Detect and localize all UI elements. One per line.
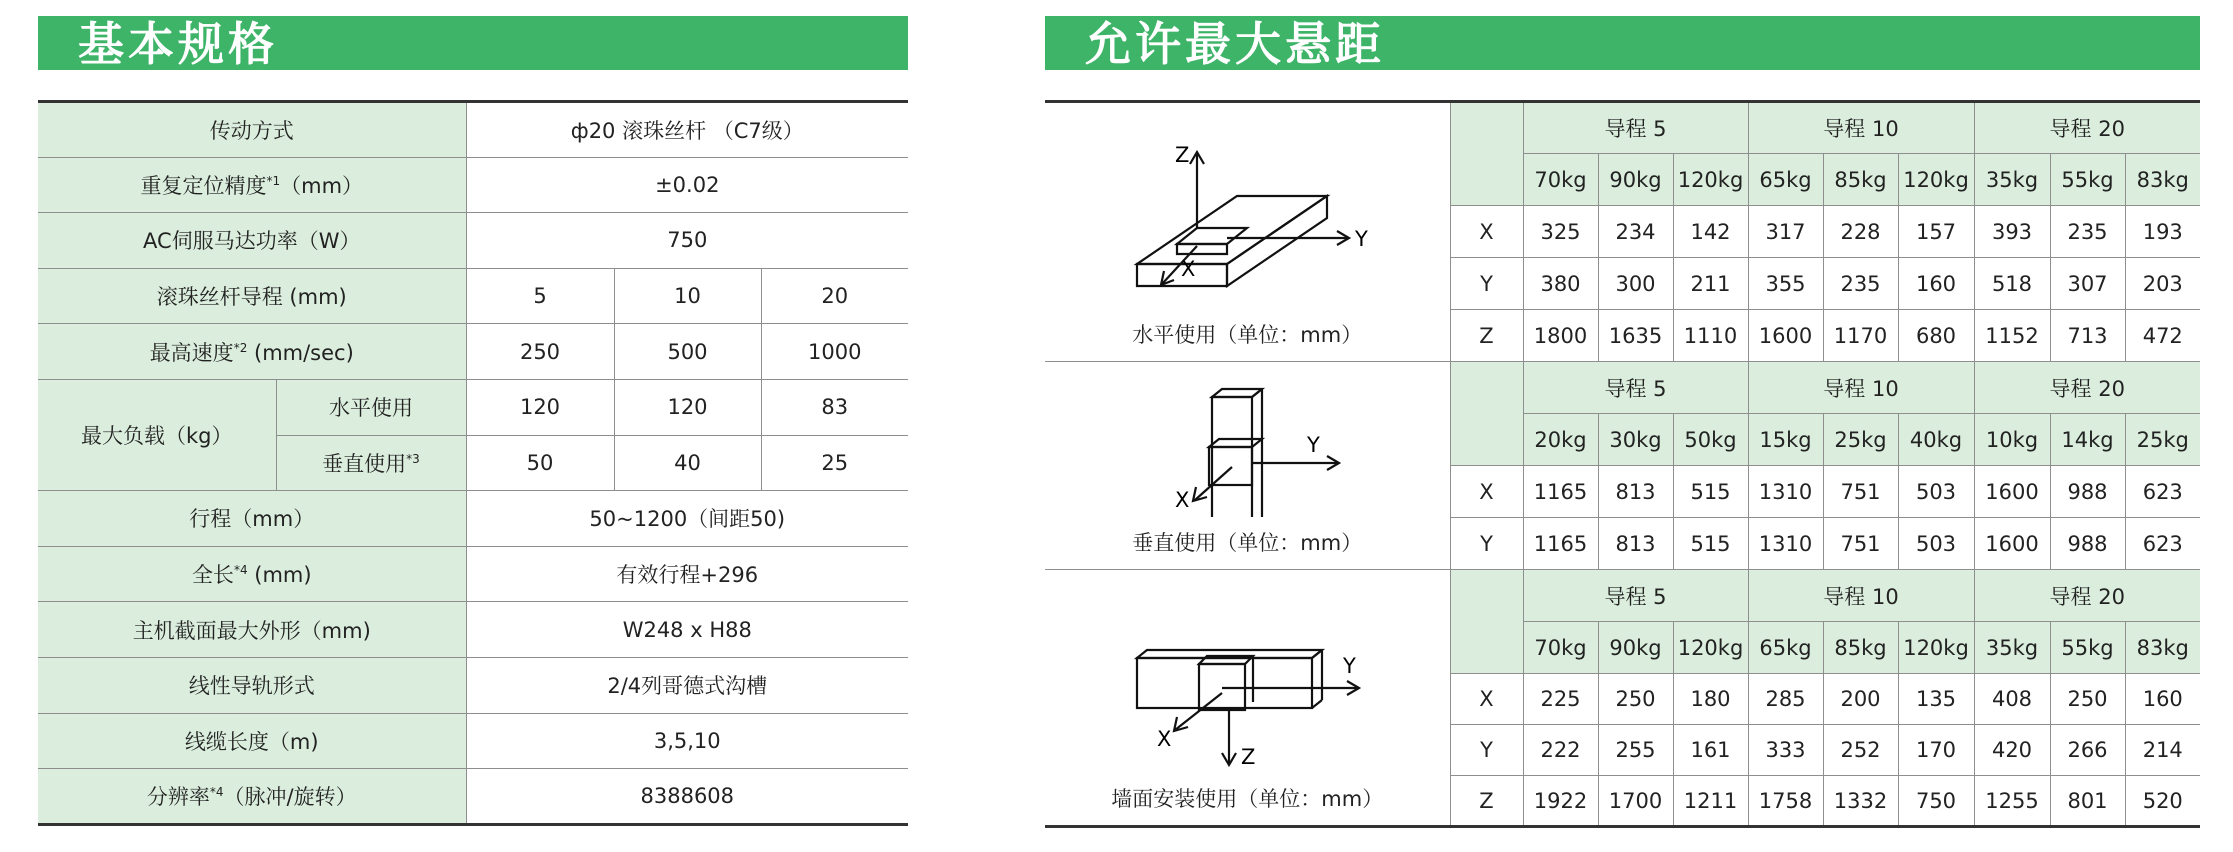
axis-header-blank	[1450, 362, 1523, 466]
lead-header: 导程 10	[1748, 362, 1974, 414]
value-cell: 180	[1673, 674, 1748, 725]
vertical-use-caption: 垂直使用（单位：mm）	[1132, 531, 1363, 555]
value-cell: 214	[2125, 725, 2200, 776]
load-header: 120kg	[1898, 622, 1974, 674]
axis-label: X	[1175, 488, 1190, 512]
section-size-label: 主机截面最大外形（mm)	[38, 602, 466, 658]
value-cell: 250	[2050, 674, 2125, 725]
lead-value: 5	[466, 268, 614, 324]
load-header: 30kg	[1598, 414, 1673, 466]
axis-cell: Y	[1450, 258, 1523, 310]
value-cell: 333	[1748, 725, 1823, 776]
table-row	[38, 213, 908, 269]
value-cell: 228	[1823, 206, 1898, 258]
cable-length-value: 3,5,10	[466, 713, 908, 769]
load-header: 65kg	[1748, 622, 1823, 674]
table-row	[38, 379, 908, 435]
value-cell: 142	[1673, 206, 1748, 258]
value-cell: 1758	[1748, 776, 1823, 827]
lead-header-row	[1045, 362, 2200, 414]
vertical-use-label: 垂直使用$^{*3}$	[276, 435, 466, 491]
lead-header: 导程 10	[1748, 102, 1974, 154]
load-header: 50kg	[1673, 414, 1748, 466]
load-value: 50	[466, 435, 614, 491]
value-cell: 160	[1898, 258, 1974, 310]
value-cell: 160	[2125, 674, 2200, 725]
lead-label: 滚珠丝杆导程 (mm)	[38, 268, 466, 324]
axis-cell: X	[1450, 466, 1523, 518]
max-load-label: 最大负载（kg）	[38, 379, 276, 490]
value-cell: 1152	[1974, 310, 2050, 362]
value-cell: 1255	[1974, 776, 2050, 827]
vertical-mount-diagram	[1117, 387, 1377, 517]
value-cell: 750	[1898, 776, 1974, 827]
value-cell: 222	[1523, 725, 1598, 776]
value-cell: 355	[1748, 258, 1823, 310]
cable-length-label: 线缆长度（m)	[38, 713, 466, 769]
wall-mount-caption: 墙面安装使用（单位：mm）	[1111, 787, 1384, 811]
table-row	[38, 602, 908, 658]
wall-mount-diagram	[1117, 638, 1377, 773]
load-header: 120kg	[1898, 154, 1974, 206]
value-cell: 234	[1598, 206, 1673, 258]
axis-label: Y	[1355, 227, 1369, 251]
stroke-value: 50~1200（间距50)	[466, 491, 908, 547]
value-cell: 503	[1898, 466, 1974, 518]
load-header: 15kg	[1748, 414, 1823, 466]
lead-value: 20	[761, 268, 908, 324]
load-header: 35kg	[1974, 622, 2050, 674]
value-cell: 266	[2050, 725, 2125, 776]
repeat-accuracy-value: ±0.02	[466, 157, 908, 213]
horizontal-use-label: 水平使用	[276, 379, 466, 435]
vertical-use-cell	[1045, 362, 1450, 570]
load-header: 55kg	[2050, 154, 2125, 206]
speed-value: 1000	[761, 324, 908, 380]
value-cell: 1800	[1523, 310, 1598, 362]
table-row	[38, 324, 908, 380]
axis-label: Y	[1307, 433, 1321, 457]
lead-value: 10	[614, 268, 761, 324]
value-cell: 472	[2125, 310, 2200, 362]
load-header: 70kg	[1523, 154, 1598, 206]
stroke-label: 行程（mm）	[38, 491, 466, 547]
value-cell: 193	[2125, 206, 2200, 258]
lead-header: 导程 5	[1523, 570, 1748, 622]
value-cell: 1110	[1673, 310, 1748, 362]
horizontal-use-caption: 水平使用（单位：mm）	[1132, 323, 1363, 347]
load-header: 90kg	[1598, 154, 1673, 206]
drive-label: 传动方式	[38, 102, 466, 158]
spec-table	[38, 100, 908, 826]
load-value: 40	[614, 435, 761, 491]
servo-power-label: AC伺服马达功率（W）	[38, 213, 466, 269]
load-header: 65kg	[1748, 154, 1823, 206]
value-cell: 170	[1898, 725, 1974, 776]
overhang-section-title: 允许最大悬距	[1085, 17, 1385, 71]
load-header: 14kg	[2050, 414, 2125, 466]
table-row	[38, 546, 908, 602]
speed-value: 500	[614, 324, 761, 380]
load-value: 83	[761, 379, 908, 435]
value-cell: 200	[1823, 674, 1898, 725]
table-row	[38, 769, 908, 825]
value-cell: 713	[2050, 310, 2125, 362]
axis-header-blank	[1450, 102, 1523, 206]
value-cell: 285	[1748, 674, 1823, 725]
value-cell: 515	[1673, 518, 1748, 570]
load-header: 120kg	[1673, 622, 1748, 674]
value-cell: 380	[1523, 258, 1598, 310]
value-cell: 813	[1598, 466, 1673, 518]
load-header: 35kg	[1974, 154, 2050, 206]
value-cell: 325	[1523, 206, 1598, 258]
value-cell: 408	[1974, 674, 2050, 725]
overhang-table	[1045, 100, 2200, 828]
axis-cell: X	[1450, 674, 1523, 725]
value-cell: 1310	[1748, 518, 1823, 570]
lead-header: 导程 10	[1748, 570, 1974, 622]
value-cell: 157	[1898, 206, 1974, 258]
value-cell: 1332	[1823, 776, 1898, 827]
axis-cell: X	[1450, 206, 1523, 258]
rail-type-value: 2/4列哥德式沟槽	[466, 657, 908, 713]
overhang-section-banner	[1045, 16, 2200, 70]
value-cell: 1600	[1974, 466, 2050, 518]
value-cell: 135	[1898, 674, 1974, 725]
resolution-value: 8388608	[466, 769, 908, 825]
value-cell: 211	[1673, 258, 1748, 310]
load-header: 55kg	[2050, 622, 2125, 674]
value-cell: 1600	[1748, 310, 1823, 362]
value-cell: 1600	[1974, 518, 2050, 570]
rail-type-label: 线性导轨形式	[38, 657, 466, 713]
spec-section-banner	[38, 16, 908, 70]
value-cell: 751	[1823, 518, 1898, 570]
axis-cell: Y	[1450, 725, 1523, 776]
total-length-value: 有效行程+296	[466, 546, 908, 602]
value-cell: 255	[1598, 725, 1673, 776]
lead-header-row	[1045, 102, 2200, 154]
value-cell: 623	[2125, 518, 2200, 570]
value-cell: 680	[1898, 310, 1974, 362]
value-cell: 252	[1823, 725, 1898, 776]
table-row	[38, 102, 908, 158]
load-header: 120kg	[1673, 154, 1748, 206]
value-cell: 801	[2050, 776, 2125, 827]
lead-header: 导程 20	[1974, 362, 2200, 414]
value-cell: 317	[1748, 206, 1823, 258]
load-header: 25kg	[1823, 414, 1898, 466]
axis-cell: Z	[1450, 776, 1523, 827]
load-value: 25	[761, 435, 908, 491]
axis-label: Z	[1241, 745, 1256, 769]
value-cell: 307	[2050, 258, 2125, 310]
value-cell: 988	[2050, 466, 2125, 518]
load-value: 120	[466, 379, 614, 435]
value-cell: 515	[1673, 466, 1748, 518]
max-speed-label: 最高速度$^{*2}$ (mm/sec)	[38, 324, 466, 380]
table-row	[38, 157, 908, 213]
axis-cell: Y	[1450, 518, 1523, 570]
lead-header: 导程 20	[1974, 102, 2200, 154]
table-row	[38, 268, 908, 324]
value-cell: 813	[1598, 518, 1673, 570]
horizontal-mount-diagram	[1117, 134, 1377, 309]
axis-label: X	[1157, 727, 1172, 751]
total-length-label: 全长$^{*4}$ (mm)	[38, 546, 466, 602]
value-cell: 1922	[1523, 776, 1598, 827]
value-cell: 1635	[1598, 310, 1673, 362]
load-header: 20kg	[1523, 414, 1598, 466]
value-cell: 420	[1974, 725, 2050, 776]
value-cell: 393	[1974, 206, 2050, 258]
lead-header: 导程 20	[1974, 570, 2200, 622]
load-header: 90kg	[1598, 622, 1673, 674]
value-cell: 1165	[1523, 466, 1598, 518]
repeat-accuracy-label: 重复定位精度$^{*1}$（mm）	[38, 157, 466, 213]
value-cell: 751	[1823, 466, 1898, 518]
load-header: 70kg	[1523, 622, 1598, 674]
value-cell: 1310	[1748, 466, 1823, 518]
value-cell: 1170	[1823, 310, 1898, 362]
axis-cell: Z	[1450, 310, 1523, 362]
value-cell: 225	[1523, 674, 1598, 725]
value-cell: 1700	[1598, 776, 1673, 827]
lead-header: 导程 5	[1523, 362, 1748, 414]
value-cell: 623	[2125, 466, 2200, 518]
table-row	[38, 491, 908, 547]
spec-section-title: 基本规格	[78, 17, 278, 71]
value-cell: 518	[1974, 258, 2050, 310]
value-cell: 250	[1598, 674, 1673, 725]
load-header: 83kg	[2125, 154, 2200, 206]
drive-value: ф20 滚珠丝杆 （C7级）	[466, 102, 908, 158]
value-cell: 1211	[1673, 776, 1748, 827]
axis-label: X	[1181, 257, 1196, 281]
wall-mount-cell	[1045, 570, 1450, 827]
load-header: 40kg	[1898, 414, 1974, 466]
axis-label: Z	[1175, 143, 1190, 167]
horizontal-use-cell	[1045, 102, 1450, 362]
lead-header: 导程 5	[1523, 102, 1748, 154]
section-size-value: W248 x H88	[466, 602, 908, 658]
value-cell: 1165	[1523, 518, 1598, 570]
load-header: 85kg	[1823, 622, 1898, 674]
table-row	[38, 657, 908, 713]
value-cell: 203	[2125, 258, 2200, 310]
load-header: 83kg	[2125, 622, 2200, 674]
load-value: 120	[614, 379, 761, 435]
load-header: 25kg	[2125, 414, 2200, 466]
load-header: 10kg	[1974, 414, 2050, 466]
load-header: 85kg	[1823, 154, 1898, 206]
value-cell: 520	[2125, 776, 2200, 827]
table-row	[38, 713, 908, 769]
servo-power-value: 750	[466, 213, 908, 269]
value-cell: 161	[1673, 725, 1748, 776]
axis-header-blank	[1450, 570, 1523, 674]
axis-label: Y	[1343, 654, 1357, 678]
value-cell: 988	[2050, 518, 2125, 570]
value-cell: 503	[1898, 518, 1974, 570]
value-cell: 235	[1823, 258, 1898, 310]
speed-value: 250	[466, 324, 614, 380]
value-cell: 235	[2050, 206, 2125, 258]
value-cell: 300	[1598, 258, 1673, 310]
resolution-label: 分辨率$^{*4}$（脉冲/旋转）	[38, 769, 466, 825]
lead-header-row	[1045, 570, 2200, 622]
